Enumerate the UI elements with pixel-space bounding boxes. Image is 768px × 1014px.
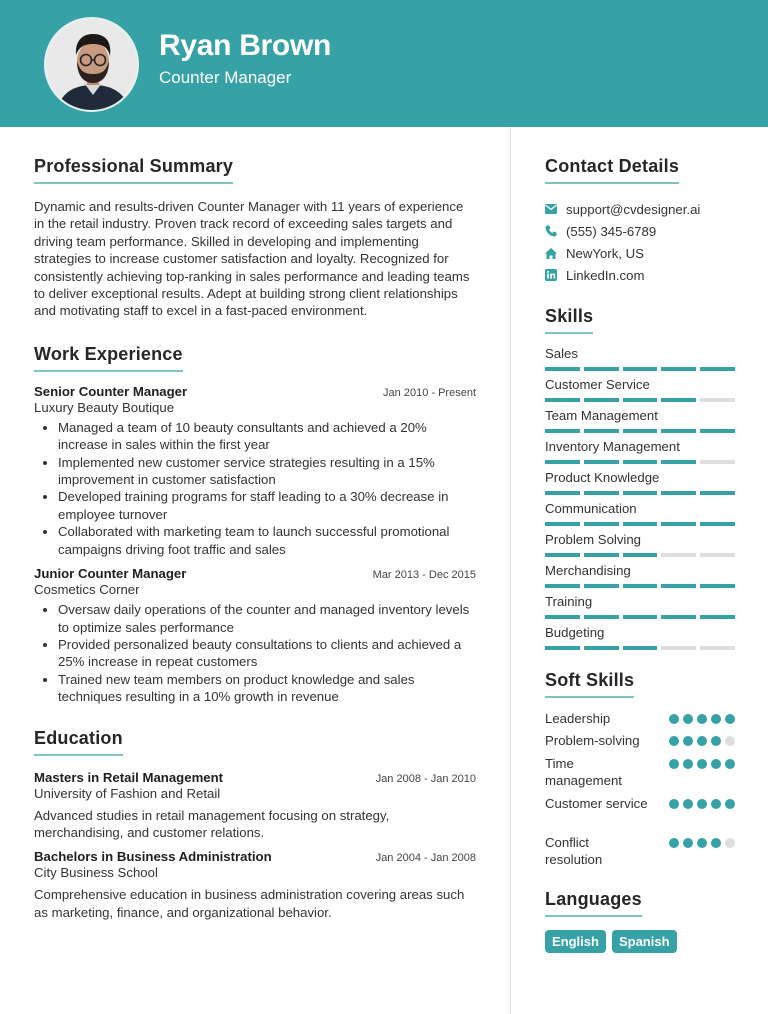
skill-level-bar [545,646,735,650]
skill-level-segment [661,491,696,495]
rating-dot [725,714,735,724]
skill-item [545,408,735,433]
rating-dot [669,759,679,769]
skill-level-segment [623,522,658,526]
degree-title: Bachelors in Business Administration [34,849,272,865]
profile-photo [46,19,139,112]
rating-dot [669,714,679,724]
contact-title: Contact Details [545,156,679,184]
job-company: Cosmetics Corner [34,582,140,598]
skill-level-segment [700,615,735,619]
skill-name: Budgeting [545,625,605,640]
rating-dot [697,714,707,724]
rating-dot [711,759,721,769]
header-banner [0,0,768,127]
skill-level-segment [584,398,619,402]
skill-level-segment [584,367,619,371]
skill-name: Training [545,594,593,609]
skill-level-segment [661,460,696,464]
skill-level-segment [661,398,696,402]
job-entry [34,566,476,705]
education-description: Comprehensive education in business administration covering areas such as marketing, finance, and organizational behavior. [34,887,465,920]
skill-name: Communication [545,501,637,516]
skill-item [545,470,735,495]
rating-dot [669,736,679,746]
job-dates: Jan 2010 - Present [383,386,476,399]
skill-name: Problem Solving [545,532,642,547]
skill-level-segment [584,522,619,526]
contact-section [545,156,735,286]
column-divider [510,127,511,1014]
contact-email[interactable] [545,198,735,220]
main-column [34,156,476,945]
soft-skill-item [545,795,735,812]
skill-level-segment [700,460,735,464]
skill-level-segment [623,584,658,588]
soft-skill-item [545,710,735,727]
job-bullet: Managed a team of 10 beauty consultants and achieved a 20% increase in sales within the first year [58,419,476,454]
skill-level-segment [545,460,580,464]
experience-title: Work Experience [34,344,183,372]
skill-level-segment [661,584,696,588]
contact-phone[interactable] [545,220,735,242]
skill-level-segment [623,491,658,495]
soft-skill-rating [669,838,735,869]
skill-level-segment [623,615,658,619]
rating-dot [697,838,707,848]
skill-level-segment [584,460,619,464]
education-dates: Jan 2004 - Jan 2008 [375,852,476,865]
skill-level-segment [545,398,580,402]
skill-level-segment [545,615,580,619]
rating-dot [669,799,679,809]
skill-item [545,594,735,619]
soft-skill-rating [669,799,735,812]
skill-level-segment [545,367,580,371]
home-icon [545,247,557,259]
skill-level-segment [661,646,696,650]
skill-level-segment [623,429,658,433]
skill-level-bar [545,553,735,557]
skill-name: Sales [545,346,578,361]
skill-level-segment [584,429,619,433]
contact-location [545,242,735,264]
skill-level-segment [584,491,619,495]
phone-text: (555) 345-6789 [566,223,657,239]
skill-name: Product Knowledge [545,470,660,485]
skill-level-segment [700,646,735,650]
job-entry [34,384,476,558]
linkedin-icon [545,269,557,281]
skill-level-bar [545,460,735,464]
summary-section [34,156,476,320]
contact-linkedin[interactable] [545,264,735,286]
skill-level-bar [545,367,735,371]
soft-skills-list [545,710,735,869]
education-entry [34,849,476,921]
language-tags [545,930,735,953]
skill-level-segment [700,398,735,402]
skill-name: Inventory Management [545,439,680,454]
candidate-name: Ryan Brown [159,29,332,62]
skill-level-segment [545,646,580,650]
skill-level-segment [661,429,696,433]
linkedin-text: LinkedIn.com [566,267,645,283]
rating-dot [683,799,693,809]
soft-skill-name: Customer service [545,795,648,811]
skills-section [545,306,735,650]
soft-skill-item [545,732,735,749]
soft-skills-section [545,670,735,869]
rating-dot [725,799,735,809]
skills-title: Skills [545,306,593,334]
languages-section [545,889,735,953]
envelope-icon [545,203,557,215]
avatar [44,17,139,112]
skill-level-segment [545,553,580,557]
skill-level-segment [661,367,696,371]
skill-item [545,532,735,557]
soft-skill-item [545,755,735,790]
skill-level-segment [584,646,619,650]
skill-level-segment [623,460,658,464]
skill-level-bar [545,398,735,402]
skill-level-segment [584,615,619,619]
school-name: University of Fashion and Retail [34,785,221,801]
rating-dot [711,838,721,848]
education-dates: Jan 2008 - Jan 2010 [375,772,476,785]
rating-dot [683,736,693,746]
degree-title: Masters in Retail Management [34,769,224,785]
rating-dot [711,736,721,746]
skill-item [545,377,735,402]
skills-list [545,346,735,650]
school-name: City Business School [34,865,158,881]
job-dates: Mar 2013 - Dec 2015 [372,569,476,582]
job-title: Junior Counter Manager [34,566,187,582]
soft-skill-name: Time management [545,755,622,789]
skill-level-segment [545,522,580,526]
summary-text: Dynamic and results-driven Counter Manager with 11 years of experience in the retail industry. Proven track record of exceeding sales targets and driving team performance. Skilled in developing and implementing strategies to increase customer satisfaction and loyalty. Recognized for consistently achieving top-ranking in sales performance and leading teams to deliver exceptional results. Adept at building strong client relationships and motivating staff to excel in a fast-paced environment. [34,199,470,319]
education-title: Education [34,728,123,756]
rating-dot [725,838,735,848]
soft-skills-title: Soft Skills [545,670,634,698]
skill-item [545,563,735,588]
rating-dot [697,736,707,746]
skill-level-segment [661,615,696,619]
job-bullet: Collaborated with marketing team to launch successful promotional campaigns driving foot traffic and sales [58,523,476,558]
skill-name: Team Management [545,408,658,423]
email-text: support@cvdesigner.ai [566,201,701,217]
job-bullet: Developed training programs for staff leading to a 30% decrease in employee turnover [58,488,476,523]
soft-skill-rating [669,736,735,749]
rating-dot [669,838,679,848]
skill-level-segment [700,429,735,433]
skill-name: Merchandising [545,563,631,578]
skill-level-bar [545,522,735,526]
skill-level-segment [545,491,580,495]
rating-dot [683,714,693,724]
job-bullet: Provided personalized beauty consultations to clients and achieved a 25% increase in repeat customers [58,636,476,671]
phone-icon [545,225,557,237]
skill-name: Customer Service [545,377,650,392]
sidebar-column [545,156,735,977]
job-bullet: Implemented new customer service strategies resulting in a 15% improvement in customer satisfaction [58,454,476,489]
skill-level-segment [700,491,735,495]
rating-dot [697,759,707,769]
skill-item [545,501,735,526]
skill-level-segment [700,367,735,371]
soft-skill-name: Problem-solving [545,733,640,749]
education-entry [34,770,476,842]
skill-level-segment [545,429,580,433]
soft-skill-item [545,834,735,869]
skill-level-segment [661,553,696,557]
rating-dot [683,838,693,848]
soft-skill-rating [669,714,735,727]
skill-level-bar [545,491,735,495]
skill-level-bar [545,584,735,588]
skill-level-segment [700,584,735,588]
skill-item [545,346,735,371]
education-description: Advanced studies in retail management focusing on strategy, merchandising, and customer relations. [34,807,390,840]
rating-dot [711,799,721,809]
skill-level-segment [623,646,658,650]
summary-title: Professional Summary [34,156,233,184]
job-bullets [34,601,476,705]
skill-item [545,625,735,650]
job-company: Luxury Beauty Boutique [34,399,175,415]
job-title: Senior Counter Manager [34,383,188,399]
skill-level-segment [700,522,735,526]
skill-level-segment [623,553,658,557]
skill-level-segment [584,553,619,557]
rating-dot [725,736,735,746]
skill-level-segment [584,584,619,588]
skill-level-segment [623,367,658,371]
skill-level-segment [545,584,580,588]
skill-item [545,439,735,464]
soft-skill-name: Leadership [545,711,611,726]
location-text: NewYork, US [566,245,644,261]
skill-level-segment [661,522,696,526]
language-tag: English [545,930,606,953]
candidate-role: Counter Manager [159,68,292,87]
skill-level-bar [545,615,735,619]
rating-dot [683,759,693,769]
soft-skill-rating [669,759,735,790]
skill-level-bar [545,429,735,433]
education-section [34,728,476,922]
rating-dot [725,759,735,769]
language-tag: Spanish [612,930,677,953]
skill-level-segment [623,398,658,402]
job-bullet: Trained new team members on product knowledge and sales techniques resulting in a 10% growth in revenue [58,671,476,706]
skill-level-segment [700,553,735,557]
job-bullets [34,419,476,558]
languages-title: Languages [545,889,642,917]
rating-dot [711,714,721,724]
job-bullet: Oversaw daily operations of the counter and managed inventory levels to optimize sales performance [58,601,476,636]
rating-dot [697,799,707,809]
soft-skill-name: Conflict resolution [545,835,603,868]
experience-section [34,344,476,706]
